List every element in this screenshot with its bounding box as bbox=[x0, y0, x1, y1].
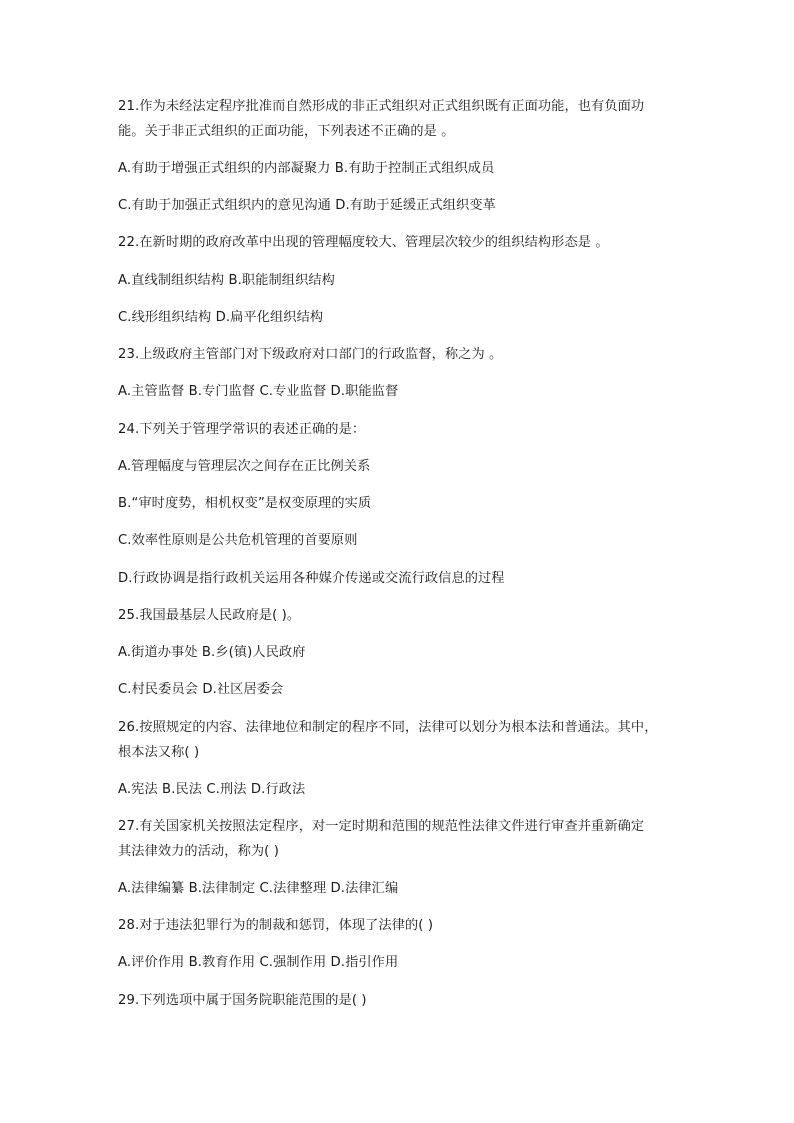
question-24-option-b: B.“审时度势，相机权变”是权变原理的实质 bbox=[118, 496, 372, 511]
question-21-stem-line-2: 能。关于非正式组织的正面功能，下列表述不正确的是 。 bbox=[118, 124, 455, 139]
question-22-stem: 22.在新时期的政府改革中出现的管理幅度较大、管理层次较少的组织结构形态是 。 bbox=[118, 235, 609, 250]
question-24-stem: 24.下列关于管理学常识的表述正确的是： bbox=[118, 422, 366, 437]
question-28-stem: 28.对于违法犯罪行为的制裁和惩罚，体现了法律的( ) bbox=[118, 918, 434, 933]
question-24-option-c: C.效率性原则是公共危机管理的首要原则 bbox=[118, 533, 358, 548]
question-23-stem: 23.上级政府主管部门对下级政府对口部门的行政监督，称之为 。 bbox=[118, 347, 503, 362]
question-28-options: A.评价作用 B.教育作用 C.强制作用 D.指引作用 bbox=[118, 955, 399, 970]
question-23-options: A.主管监督 B.专门监督 C.专业监督 D.职能监督 bbox=[118, 384, 399, 399]
question-24-option-d: D.行政协调是指行政机关运用各种媒介传递或交流行政信息的过程 bbox=[118, 571, 505, 586]
question-25-options-cd: C.村民委员会 D.社区居委会 bbox=[118, 682, 284, 697]
question-29-stem: 29.下列选项中属于国务院职能范围的是( ) bbox=[118, 993, 367, 1008]
question-24-option-a: A.管理幅度与管理层次之间存在正比例关系 bbox=[118, 459, 371, 474]
question-21-options-ab: A.有助于增强正式组织的内部凝聚力 B.有助于控制正式组织成员 bbox=[118, 161, 495, 176]
question-26-options: A.宪法 B.民法 C.刑法 D.行政法 bbox=[118, 782, 306, 797]
question-22-options-ab: A.直线制组织结构 B.职能制组织结构 bbox=[118, 273, 335, 288]
question-22-options-cd: C.线形组织结构 D.扁平化组织结构 bbox=[118, 310, 324, 325]
question-25-stem: 25.我国最基层人民政府是( )。 bbox=[118, 608, 301, 623]
question-27-options: A.法律编纂 B.法律制定 C.法律整理 D.法律汇编 bbox=[118, 881, 399, 896]
question-27-stem-line-1: 27.有关国家机关按照法定程序，对一定时期和范围的规范性法律文件进行审查并重新确定 bbox=[118, 819, 645, 834]
question-21-stem-line-1: 21.作为未经法定程序批准而自然形成的非正式组织对正式组织既有正面功能，也有负面功 bbox=[118, 99, 645, 114]
question-25-options-ab: A.街道办事处 B.乡(镇)人民政府 bbox=[118, 645, 306, 660]
question-21-options-cd: C.有助于加强正式组织内的意见沟通 D.有助于延缓正式组织变革 bbox=[118, 198, 496, 213]
question-27-stem-line-2: 其法律效力的活动，称为( ) bbox=[118, 844, 279, 859]
question-26-stem-line-2: 根本法又称( ) bbox=[118, 745, 200, 760]
question-26-stem-line-1: 26.按照规定的内容、法律地位和制定的程序不同，法律可以划分为根本法和普通法。其中， bbox=[118, 720, 658, 735]
